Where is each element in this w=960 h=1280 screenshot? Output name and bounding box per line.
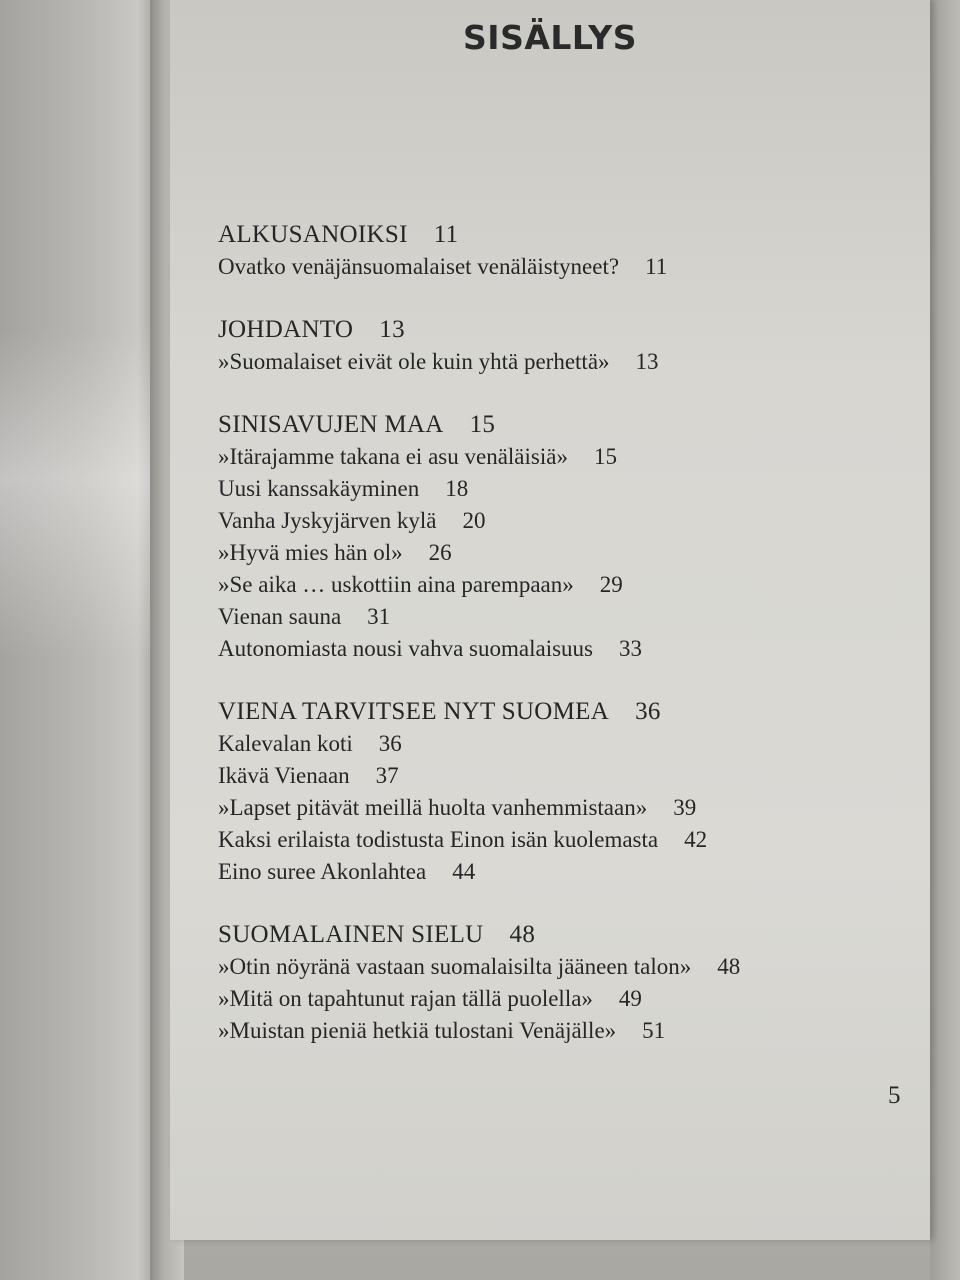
- entry-title: »Muistan pieniä hetkiä tulostani Venäjälle»: [218, 1018, 617, 1043]
- section-page: 15: [469, 411, 496, 438]
- entry-title: »Lapset pitävät meillä huolta vanhemmistaan»: [218, 795, 648, 820]
- toc-entry: [218, 633, 918, 665]
- toc-section: [218, 313, 918, 378]
- entry-page: 15: [593, 444, 617, 469]
- toc-entry: [218, 1015, 918, 1047]
- toc-entry: [218, 441, 918, 473]
- entry-title: »Itärajamme takana ei asu venäläisiä»: [218, 444, 568, 469]
- entry-title: »Otin nöyränä vastaan suomalaisilta jääneen talon»: [218, 954, 692, 979]
- section-page: 11: [433, 221, 459, 248]
- entry-title: »Mitä on tapahtunut rajan tällä puolella»: [218, 986, 593, 1011]
- section-heading: [218, 408, 918, 441]
- entry-page: 11: [645, 254, 668, 279]
- entry-title: Kalevalan koti: [218, 731, 353, 756]
- entry-page: 49: [618, 986, 642, 1011]
- entry-title: Vanha Jyskyjärven kylä: [218, 508, 437, 533]
- toc-entry: [218, 856, 918, 888]
- toc-entry: [218, 824, 918, 856]
- section-title: VIENA TARVITSEE NYT SUOMEA: [218, 698, 610, 725]
- section-page: 48: [509, 921, 536, 948]
- toc-entry: [218, 760, 918, 792]
- page-number: 5: [888, 1082, 901, 1109]
- toc-section: [218, 695, 918, 888]
- entry-page: 39: [673, 795, 697, 820]
- entry-page: 48: [717, 954, 741, 979]
- entry-page: 44: [452, 859, 476, 884]
- page-edge: [930, 0, 960, 1280]
- entry-title: Kaksi erilaista todistusta Einon isän kuolemasta: [218, 827, 659, 852]
- toc-section: [218, 408, 918, 665]
- toc-section: [218, 918, 918, 1047]
- entry-title: Uusi kanssakäyminen: [218, 476, 420, 501]
- table-of-contents: [218, 218, 918, 1077]
- page-title: SISÄLLYS: [463, 18, 637, 57]
- section-title: SINISAVUJEN MAA: [218, 411, 444, 438]
- contents-page: [170, 0, 930, 1240]
- entry-page: 13: [635, 349, 659, 374]
- section-heading: [218, 218, 918, 251]
- section-heading: [218, 313, 918, 346]
- entry-page: 36: [378, 731, 402, 756]
- toc-entry: [218, 473, 918, 505]
- entry-page: 18: [445, 476, 469, 501]
- toc-entry: [218, 505, 918, 537]
- entry-page: 31: [367, 604, 391, 629]
- entry-page: 37: [375, 763, 399, 788]
- section-heading: [218, 918, 918, 951]
- entry-title: Ikävä Vienaan: [218, 763, 350, 788]
- section-title: JOHDANTO: [218, 316, 354, 343]
- entry-title: Eino suree Akonlahtea: [218, 859, 427, 884]
- section-title: ALKUSANOIKSI: [218, 221, 408, 248]
- entry-page: 42: [684, 827, 708, 852]
- entry-title: »Se aika … uskottiin aina parempaan»: [218, 572, 574, 597]
- entry-page: 26: [428, 540, 452, 565]
- light-reflection: [0, 330, 150, 660]
- section-page: 36: [635, 698, 661, 725]
- entry-title: »Suomalaiset eivät ole kuin yhtä perhettä»: [218, 349, 610, 374]
- toc-entry: [218, 537, 918, 569]
- section-title: SUOMALAINEN SIELU: [218, 921, 484, 948]
- section-heading: [218, 695, 918, 728]
- entry-page: 20: [462, 508, 486, 533]
- toc-entry: [218, 728, 918, 760]
- toc-entry: [218, 346, 918, 378]
- toc-entry: [218, 951, 918, 983]
- entry-page: 51: [642, 1018, 666, 1043]
- toc-entry: [218, 601, 918, 633]
- entry-title: Ovatko venäjänsuomalaiset venäläistyneet?: [218, 254, 620, 279]
- section-page: 13: [379, 316, 405, 343]
- toc-entry: [218, 792, 918, 824]
- entry-title: Autonomiasta nousi vahva suomalaisuus: [218, 636, 593, 661]
- toc-entry: [218, 569, 918, 601]
- entry-page: 29: [599, 572, 623, 597]
- toc-section: [218, 218, 918, 283]
- toc-entry: [218, 251, 918, 283]
- toc-entry: [218, 983, 918, 1015]
- entry-title: »Hyvä mies hän ol»: [218, 540, 403, 565]
- entry-title: Vienan sauna: [218, 604, 342, 629]
- entry-page: 33: [619, 636, 642, 661]
